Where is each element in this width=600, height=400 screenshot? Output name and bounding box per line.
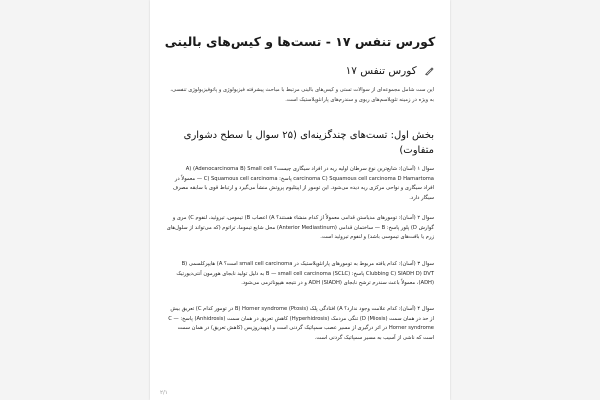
- question-3: سوال ۳ (آسان): کدام یافته مربوط به تومورهای پارانئوپلاستیک در small cell carcinoma است؟ A) هایپرکلسمی B) Clubbing C) SIADH D) DVT پاسخ: B — small cell carcinoma (SCLC) به دلیل تولید نابجای هورمون آنتی‌دیورتیک (ADH)، معمولاً باعث سندرم ترشح نابجای ADH (SIADH) و در نتیجه هیپوناترمی می‌شود.: [176, 261, 434, 287]
- question-1: سوال ۱ (آسان): شایع‌ترین نوع سرطان اولیه ریه در افراد سیگاری چیست؟ A) (Adenocarcinoma B) Small cell carcinoma C) Squamous cell carcinoma D Hamartoma پاسخ: C) Squamous cell carcinoma — معمولاً در افراد سیگاری و نواحی مرکزی ریه دیده می‌شود. این تومور از اپیتلیوم پروتش منشأ می‌گیرد و ارتباط قوی با سابقه مصرف سیگار دارد.: [172, 166, 434, 201]
- section-heading-text: کورس تنفس ۱۷: [345, 65, 417, 77]
- document-page: [150, 0, 450, 400]
- section-heading: [166, 64, 434, 78]
- document-title: کورس تنفس ۱۷ - تست‌ها و کیس‌های بالینی: [164, 34, 436, 49]
- question-4: سوال ۴ (آسان): کدام علامت وجود ندارد؟ A) افتادگی پلک (Ptosis) B) Horner syndrome در تومور کدام C) تعریق بیش از حد در همان سمت (Miosis) D) تنگی مردمک (Hyperhidrosis) کاهش تعریق در همان سمت (Anhidrosis) پاسخ: C — Horner syndrome در اثر درگیری از مسیر عصب سمپاتیک گردنی است و اینهیدروزیس (کاهش تعریق) در همان سمت است که ناشی از آسیب به مسیر سمپاتیک گردنی است.: [168, 306, 434, 341]
- page-number: ۲/۱: [160, 390, 168, 396]
- pen-icon: [424, 66, 434, 76]
- question-2: سوال ۲ (آسان): تومورهای مدیاستن قدامی معمولاً از کدام منشاء هستند؟ A) اعصاب B) تیموس، تیروئید، لنفوم C) مری و گوارش D) پلور پاسخ: B — ساختمان قدامی (Anterior Mediastinum) محل شایع تیموما، تراتوم (که می‌تواند از سلول‌های زرم یا بافت‌های تیموسی باشد) و لنفوم تیروئید است.: [166, 215, 434, 241]
- intro-paragraph: این ست شامل مجموعه‌ای از سوالات تستی و کیس‌های بالینی مرتبط با مباحث پیشرفته فیزیولوژی و پاتوفیزیولوژی تنفسی، به ویژه در زمینه تئوپلاسم‌های ریوی و سندرم‌های پارانئوپلاستیک است.: [170, 87, 434, 103]
- part-title: بخش اول: تست‌های چندگزینه‌ای (۲۵ سوال با سطح دشواری متفاوت): [183, 130, 434, 156]
